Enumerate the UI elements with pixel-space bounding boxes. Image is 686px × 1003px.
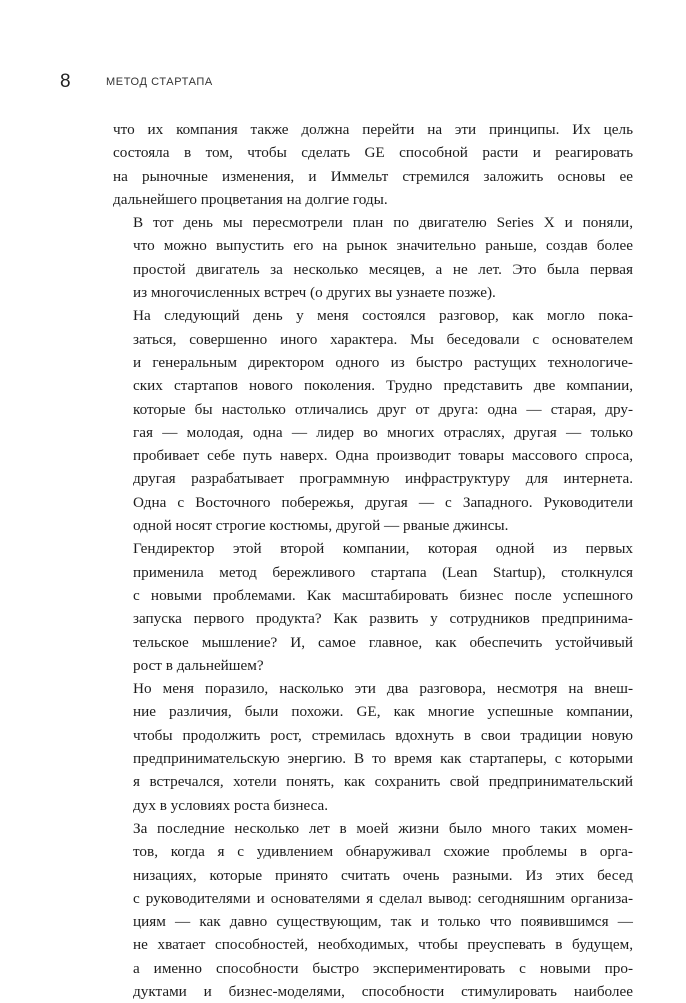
text-line: применила метод бережливого стартапа (Lean Startup), столкнулся bbox=[133, 563, 633, 581]
text-line: рост в дальнейшем? bbox=[133, 656, 264, 674]
text-line: низациях, которые принято считать очень разными. Из этих бесед bbox=[133, 866, 633, 884]
page-header bbox=[60, 70, 213, 94]
text-line: Но меня поразило, насколько эти два разговора, несмотря на внеш- bbox=[133, 680, 633, 698]
text-line: с новыми проблемами. Как масштабировать бизнес после успешного bbox=[133, 586, 633, 604]
text-line: циям — как давно существующим, так и только что появившимся — bbox=[133, 913, 633, 931]
text-line: на рыночные изменения, и Иммельт стремился заложить основы ее bbox=[113, 167, 633, 185]
text-line: чтобы продолжить рост, стремилась вдохнуть в свои традиции новую bbox=[133, 726, 633, 744]
paragraph bbox=[113, 537, 633, 677]
text-line: За последние несколько лет в моей жизни было много таких момен- bbox=[133, 819, 633, 837]
text-line: одной носят строгие костюмы, другой — рваные джинсы. bbox=[133, 517, 509, 535]
text-line: запуска первого продукта? Как развить у сотрудников предпринима- bbox=[133, 610, 633, 628]
text-line: ских стартапов нового поколения. Трудно представить две компании, bbox=[133, 377, 633, 395]
text-line: тельское мышление? И, самое главное, как обеспечить устойчивый bbox=[133, 633, 633, 651]
text-line: другая разрабатывает программную инфраструктуру для интернета. bbox=[133, 470, 633, 488]
text-line: ние различия, были похожи. GE, как многие успешные компании, bbox=[133, 703, 633, 721]
text-line: состояла в том, чтобы сделать GE способной расти и реагировать bbox=[113, 144, 633, 162]
text-line: заться, совершенно иного характера. Мы беседовали с основателем bbox=[133, 330, 633, 348]
text-line: гая — молодая, одна — лидер во многих отраслях, другая — только bbox=[133, 423, 633, 441]
text-line: В тот день мы пересмотрели план по двигателю Series X и поняли, bbox=[133, 214, 633, 232]
paragraph bbox=[113, 118, 633, 211]
text-line: дух в условиях роста бизнеса. bbox=[133, 796, 329, 814]
text-line: Одна с Восточного побережья, другая — с Западного. Руководители bbox=[133, 493, 633, 511]
text-line: и генеральным директором одного из быстро растущих технологиче- bbox=[133, 353, 633, 371]
text-line: Гендиректор этой второй компании, которая одной из первых bbox=[133, 540, 633, 558]
text-line: которые бы настолько отличались друг от друга: одна — старая, дру- bbox=[133, 400, 633, 418]
text-body bbox=[113, 118, 633, 1003]
text-line: тов, когда я с удивлением обнаруживал схожие проблемы в орга- bbox=[133, 843, 633, 861]
text-line: предпринимательскую энергию. В то время как стартаперы, с которыми bbox=[133, 750, 633, 768]
paragraph bbox=[113, 304, 633, 537]
text-line: из многочисленных встреч (о других вы узнаете позже). bbox=[133, 284, 496, 302]
text-line: На следующий день у меня состоялся разговор, как могло пока- bbox=[133, 307, 633, 325]
running-head: МЕТОД СТАРТАПА bbox=[106, 76, 213, 88]
text-line: дальнейшего процветания на долгие годы. bbox=[113, 190, 388, 208]
text-line: простой двигатель за несколько месяцев, а не лет. Это была первая bbox=[133, 260, 633, 278]
paragraph bbox=[113, 677, 633, 817]
paragraph bbox=[113, 211, 633, 304]
text-line: что их компания также должна перейти на эти принципы. Их цель bbox=[113, 121, 633, 138]
text-line: с руководителями и основателями я сделал вывод: сегодняшним организа- bbox=[133, 889, 633, 907]
page-number: 8 bbox=[60, 71, 71, 92]
text-line: я встречался, хотели понять, как сохранить свой предпринимательский bbox=[133, 773, 633, 791]
text-line: не хватает способностей, необходимых, чтобы преуспевать в будущем, bbox=[133, 936, 633, 954]
text-line: дуктами и бизнес-моделями, способности стимулировать наиболее bbox=[133, 982, 633, 1000]
paragraph bbox=[113, 817, 633, 1003]
text-line: что можно выпустить его на рынок значительно раньше, создав более bbox=[133, 237, 633, 255]
text-line: пробивает себе путь наверх. Одна производит товары массового спроса, bbox=[133, 447, 633, 465]
text-line: а именно способности быстро экспериментировать с новыми про- bbox=[133, 959, 633, 977]
